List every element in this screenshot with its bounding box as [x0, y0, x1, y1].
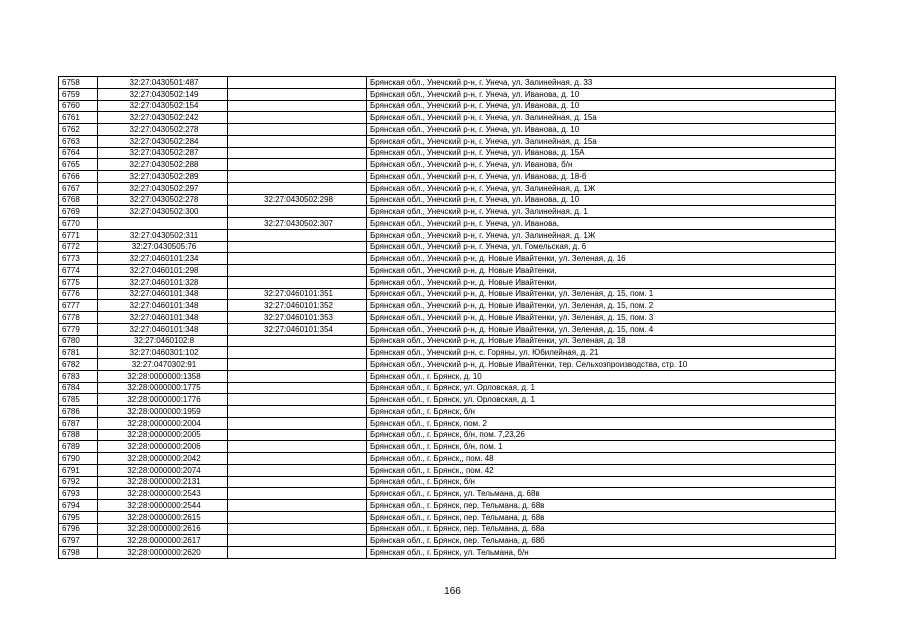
- address-cell: Брянская обл., Унечский р-н, г. Унеча, ул. Залинейная, д. 15а: [367, 112, 836, 124]
- row-number-cell: 6784: [59, 382, 98, 394]
- address-cell: Брянская обл., Унечский р-н, д. Новые Ивайтенки,: [367, 265, 836, 277]
- address-cell: Брянская обл., Унечский р-н, г. Унеча, ул. Иванова, д. 10: [367, 100, 836, 112]
- table-row: [59, 182, 836, 194]
- table-row: [59, 300, 836, 312]
- cadastral-number-cell: 32:27:0430502:278: [98, 124, 228, 136]
- cadastral-number-cell: 32:27:0430501:487: [98, 77, 228, 89]
- table-row: [59, 206, 836, 218]
- linked-cadastral-number-cell: [228, 112, 367, 124]
- table-row: [59, 370, 836, 382]
- table-row: [59, 276, 836, 288]
- address-cell: Брянская обл., г. Брянск, б/н, пом. 7,23,26: [367, 429, 836, 441]
- address-cell: Брянская обл., Унечский р-н, г. Унеча, ул. Залинейная, д. 15а: [367, 135, 836, 147]
- table-row: [59, 464, 836, 476]
- linked-cadastral-number-cell: [228, 429, 367, 441]
- table-row: [59, 453, 836, 465]
- table-row: [59, 547, 836, 559]
- table-row: [59, 124, 836, 136]
- cadastral-number-cell: 32:27:0460101:328: [98, 276, 228, 288]
- row-number-cell: 6782: [59, 359, 98, 371]
- cadastral-number-cell: 32:27:0460101:348: [98, 323, 228, 335]
- row-number-cell: 6758: [59, 77, 98, 89]
- table-row: [59, 417, 836, 429]
- cadastral-number-cell: 32:28:0000000:2616: [98, 523, 228, 535]
- address-cell: Брянская обл., Унечский р-н, г. Унеча, ул. Иванова, д. 15А: [367, 147, 836, 159]
- row-number-cell: 6798: [59, 547, 98, 559]
- row-number-cell: 6768: [59, 194, 98, 206]
- linked-cadastral-number-cell: [228, 441, 367, 453]
- linked-cadastral-number-cell: [228, 171, 367, 183]
- cadastral-number-cell: 32:27:0460101:348: [98, 300, 228, 312]
- cadastral-number-cell: 32:27:0460301:102: [98, 347, 228, 359]
- linked-cadastral-number-cell: [228, 394, 367, 406]
- address-cell: Брянская обл., Унечский р-н, г. Унеча, ул. Иванова, д. 10: [367, 194, 836, 206]
- address-cell: Брянская обл., г. Брянск, б/н: [367, 406, 836, 418]
- row-number-cell: 6767: [59, 182, 98, 194]
- cadastral-number-cell: 32:28:0000000:1775: [98, 382, 228, 394]
- table-row: [59, 394, 836, 406]
- address-cell: Брянская обл., г. Брянск, пер. Тельмана, д. 68а: [367, 523, 836, 535]
- table-row: [59, 382, 836, 394]
- address-cell: Брянская обл., Унечский р-н, г. Унеча, ул. Залинейная, д. 1Ж: [367, 229, 836, 241]
- cadastral-number-cell: 32:27:0430502:278: [98, 194, 228, 206]
- table-row: [59, 194, 836, 206]
- linked-cadastral-number-cell: [228, 370, 367, 382]
- address-cell: Брянская обл., Унечский р-н, д. Новые Ивайтенки, ул. Зеленая, д. 15, пом. 2: [367, 300, 836, 312]
- address-cell: Брянская обл., Унечский р-н, г. Унеча, ул. Иванова,: [367, 218, 836, 230]
- address-cell: Брянская обл., Унечский р-н, д. Новые Ивайтенки, ул. Зеленая, д. 15, пом. 3: [367, 312, 836, 324]
- row-number-cell: 6780: [59, 335, 98, 347]
- row-number-cell: 6760: [59, 100, 98, 112]
- address-cell: Брянская обл., Унечский р-н, д. Новые Ивайтенки, ул. Зеленая, д. 15, пом. 1: [367, 288, 836, 300]
- table-row: [59, 500, 836, 512]
- address-cell: Брянская обл., Унечский р-н, г. Унеча, ул. Гомельская, д. 6: [367, 241, 836, 253]
- table-row: [59, 112, 836, 124]
- row-number-cell: 6761: [59, 112, 98, 124]
- cadastral-number-cell: 32:27:0430502:288: [98, 159, 228, 171]
- row-number-cell: 6793: [59, 488, 98, 500]
- linked-cadastral-number-cell: 32:27:0460101:351: [228, 288, 367, 300]
- linked-cadastral-number-cell: [228, 488, 367, 500]
- row-number-cell: 6759: [59, 88, 98, 100]
- row-number-cell: 6778: [59, 312, 98, 324]
- address-cell: Брянская обл., г. Брянск, ул. Тельмана, б/н: [367, 547, 836, 559]
- table-row: [59, 229, 836, 241]
- address-cell: Брянская обл., г. Брянск,, пом. 48: [367, 453, 836, 465]
- row-number-cell: 6771: [59, 229, 98, 241]
- row-number-cell: 6795: [59, 511, 98, 523]
- cadastral-number-cell: 32:28:0000000:2620: [98, 547, 228, 559]
- address-cell: Брянская обл., Унечский р-н, г. Унеча, ул. Иванова, д. 18-б: [367, 171, 836, 183]
- table-row: [59, 312, 836, 324]
- page-number: 166: [444, 586, 461, 597]
- linked-cadastral-number-cell: [228, 159, 367, 171]
- row-number-cell: 6786: [59, 406, 98, 418]
- linked-cadastral-number-cell: [228, 500, 367, 512]
- linked-cadastral-number-cell: [228, 88, 367, 100]
- linked-cadastral-number-cell: [228, 253, 367, 265]
- linked-cadastral-number-cell: [228, 124, 367, 136]
- address-cell: Брянская обл., Унечский р-н, д. Новые Ивайтенки, ул. Зеленая, д. 18: [367, 335, 836, 347]
- linked-cadastral-number-cell: [228, 511, 367, 523]
- linked-cadastral-number-cell: 32:27:0460101:352: [228, 300, 367, 312]
- table-row: [59, 88, 836, 100]
- table-row: [59, 347, 836, 359]
- row-number-cell: 6770: [59, 218, 98, 230]
- cadastral-number-cell: 32:27:0430502:242: [98, 112, 228, 124]
- cadastral-number-cell: 32:27:0470302:91: [98, 359, 228, 371]
- address-cell: Брянская обл., г. Брянск, пер. Тельмана, д. 68в: [367, 511, 836, 523]
- row-number-cell: 6775: [59, 276, 98, 288]
- cadastral-number-cell: 32:28:0000000:2006: [98, 441, 228, 453]
- address-cell: Брянская обл., Унечский р-н, с. Горяны, ул. Юбилейная, д. 21: [367, 347, 836, 359]
- linked-cadastral-number-cell: [228, 77, 367, 89]
- row-number-cell: 6769: [59, 206, 98, 218]
- cadastral-number-cell: 32:27:0430505:76: [98, 241, 228, 253]
- linked-cadastral-number-cell: [228, 206, 367, 218]
- address-cell: Брянская обл., г. Брянск, ул. Тельмана, д. 68в: [367, 488, 836, 500]
- linked-cadastral-number-cell: [228, 523, 367, 535]
- table-row: [59, 265, 836, 277]
- cadastral-number-cell: 32:27:0460102:8: [98, 335, 228, 347]
- row-number-cell: 6766: [59, 171, 98, 183]
- cadastral-number-cell: 32:28:0000000:2042: [98, 453, 228, 465]
- table-row: [59, 535, 836, 547]
- table-row: [59, 359, 836, 371]
- linked-cadastral-number-cell: [228, 464, 367, 476]
- address-cell: Брянская обл., Унечский р-н, г. Унеча, ул. Залинейная, д. 1Ж: [367, 182, 836, 194]
- linked-cadastral-number-cell: 32:27:0430502:298: [228, 194, 367, 206]
- table-row: [59, 429, 836, 441]
- address-cell: Брянская обл., Унечский р-н, д. Новые Ивайтенки, тер. Сельхозпроизводства, стр. 10: [367, 359, 836, 371]
- table-row: [59, 100, 836, 112]
- table-row: [59, 476, 836, 488]
- cadastral-number-cell: 32:27:0430502:287: [98, 147, 228, 159]
- linked-cadastral-number-cell: [228, 147, 367, 159]
- row-number-cell: 6772: [59, 241, 98, 253]
- table-row: [59, 511, 836, 523]
- row-number-cell: 6787: [59, 417, 98, 429]
- row-number-cell: 6776: [59, 288, 98, 300]
- table-row: [59, 488, 836, 500]
- linked-cadastral-number-cell: [228, 241, 367, 253]
- linked-cadastral-number-cell: [228, 535, 367, 547]
- address-cell: Брянская обл., г. Брянск,, пом. 42: [367, 464, 836, 476]
- linked-cadastral-number-cell: [228, 347, 367, 359]
- table-row: [59, 406, 836, 418]
- cadastral-number-cell: 32:27:0430502:284: [98, 135, 228, 147]
- table-row: [59, 441, 836, 453]
- cadastral-number-cell: 32:28:0000000:1959: [98, 406, 228, 418]
- linked-cadastral-number-cell: [228, 382, 367, 394]
- table-body: [59, 77, 836, 559]
- address-cell: Брянская обл., г. Брянск, пер. Тельмана, д. 68в: [367, 500, 836, 512]
- table-row: [59, 159, 836, 171]
- cadastral-number-cell: 32:28:0000000:2544: [98, 500, 228, 512]
- linked-cadastral-number-cell: [228, 276, 367, 288]
- linked-cadastral-number-cell: [228, 135, 367, 147]
- cadastral-number-cell: 32:28:0000000:2615: [98, 511, 228, 523]
- row-number-cell: 6762: [59, 124, 98, 136]
- row-number-cell: 6794: [59, 500, 98, 512]
- linked-cadastral-number-cell: 32:27:0460101:353: [228, 312, 367, 324]
- address-cell: Брянская обл., Унечский р-н, д. Новые Ивайтенки, ул. Зеленая, д. 15, пом. 4: [367, 323, 836, 335]
- cadastral-number-cell: 32:27:0460101:348: [98, 288, 228, 300]
- address-cell: Брянская обл., Унечский р-н, г. Унеча, ул. Иванова, б/н: [367, 159, 836, 171]
- linked-cadastral-number-cell: 32:27:0430502:307: [228, 218, 367, 230]
- linked-cadastral-number-cell: [228, 100, 367, 112]
- cadastral-number-cell: [98, 218, 228, 230]
- row-number-cell: 6797: [59, 535, 98, 547]
- cadastral-number-cell: 32:28:0000000:2074: [98, 464, 228, 476]
- cadastral-number-cell: 32:27:0460101:298: [98, 265, 228, 277]
- linked-cadastral-number-cell: [228, 182, 367, 194]
- cadastral-number-cell: 32:27:0430502:311: [98, 229, 228, 241]
- linked-cadastral-number-cell: [228, 229, 367, 241]
- table-row: [59, 323, 836, 335]
- linked-cadastral-number-cell: [228, 547, 367, 559]
- row-number-cell: 6765: [59, 159, 98, 171]
- row-number-cell: 6777: [59, 300, 98, 312]
- cadastral-number-cell: 32:28:0000000:1358: [98, 370, 228, 382]
- linked-cadastral-number-cell: [228, 476, 367, 488]
- linked-cadastral-number-cell: [228, 265, 367, 277]
- address-cell: Брянская обл., г. Брянск, ул. Орловская, д. 1: [367, 394, 836, 406]
- cadastral-number-cell: 32:27:0430502:289: [98, 171, 228, 183]
- cadastral-number-cell: 32:28:0000000:2131: [98, 476, 228, 488]
- row-number-cell: 6789: [59, 441, 98, 453]
- address-cell: Брянская обл., Унечский р-н, г. Унеча, ул. Залинейная, д. 33: [367, 77, 836, 89]
- cadastral-number-cell: 32:28:0000000:2543: [98, 488, 228, 500]
- address-cell: Брянская обл., г. Брянск, б/н, пом. 1: [367, 441, 836, 453]
- row-number-cell: 6781: [59, 347, 98, 359]
- address-cell: Брянская обл., Унечский р-н, г. Унеча, ул. Иванова, д. 10: [367, 88, 836, 100]
- cadastral-number-cell: 32:28:0000000:1776: [98, 394, 228, 406]
- row-number-cell: 6774: [59, 265, 98, 277]
- table-row: [59, 147, 836, 159]
- linked-cadastral-number-cell: [228, 406, 367, 418]
- address-cell: Брянская обл., г. Брянск, б/н: [367, 476, 836, 488]
- table-row: [59, 253, 836, 265]
- address-cell: Брянская обл., Унечский р-н, г. Унеча, ул. Иванова, д. 10: [367, 124, 836, 136]
- row-number-cell: 6773: [59, 253, 98, 265]
- table-row: [59, 135, 836, 147]
- table-row: [59, 335, 836, 347]
- row-number-cell: 6779: [59, 323, 98, 335]
- cadastral-number-cell: 32:27:0460101:234: [98, 253, 228, 265]
- address-cell: Брянская обл., г. Брянск, пер. Тельмана, д. 68б: [367, 535, 836, 547]
- table-row: [59, 241, 836, 253]
- cadastral-number-cell: 32:27:0430502:154: [98, 100, 228, 112]
- row-number-cell: 6791: [59, 464, 98, 476]
- table-row: [59, 288, 836, 300]
- address-cell: Брянская обл., г. Брянск, д. 10: [367, 370, 836, 382]
- cadastral-number-cell: 32:27:0430502:149: [98, 88, 228, 100]
- row-number-cell: 6785: [59, 394, 98, 406]
- row-number-cell: 6792: [59, 476, 98, 488]
- address-cell: Брянская обл., г. Брянск, пом. 2: [367, 417, 836, 429]
- row-number-cell: 6764: [59, 147, 98, 159]
- address-cell: Брянская обл., Унечский р-н, д. Новые Ивайтенки,: [367, 276, 836, 288]
- linked-cadastral-number-cell: [228, 453, 367, 465]
- address-cell: Брянская обл., Унечский р-н, г. Унеча, ул. Залинейная, д. 1: [367, 206, 836, 218]
- row-number-cell: 6788: [59, 429, 98, 441]
- cadastral-number-cell: 32:27:0430502:297: [98, 182, 228, 194]
- cadastral-number-cell: 32:28:0000000:2004: [98, 417, 228, 429]
- row-number-cell: 6796: [59, 523, 98, 535]
- address-cell: Брянская обл., г. Брянск, ул. Орловская, д. 1: [367, 382, 836, 394]
- table-row: [59, 218, 836, 230]
- row-number-cell: 6790: [59, 453, 98, 465]
- cadastral-number-cell: 32:27:0460101:348: [98, 312, 228, 324]
- cadastral-number-cell: 32:28:0000000:2617: [98, 535, 228, 547]
- table-row: [59, 171, 836, 183]
- linked-cadastral-number-cell: [228, 335, 367, 347]
- table-row: [59, 523, 836, 535]
- address-cell: Брянская обл., Унечский р-н, д. Новые Ивайтенки, ул. Зеленая, д. 16: [367, 253, 836, 265]
- row-number-cell: 6763: [59, 135, 98, 147]
- row-number-cell: 6783: [59, 370, 98, 382]
- table-row: [59, 77, 836, 89]
- cadastral-table: [58, 76, 836, 559]
- linked-cadastral-number-cell: [228, 417, 367, 429]
- cadastral-number-cell: 32:27:0430502:300: [98, 206, 228, 218]
- cadastral-number-cell: 32:28:0000000:2005: [98, 429, 228, 441]
- linked-cadastral-number-cell: 32:27:0460101:354: [228, 323, 367, 335]
- linked-cadastral-number-cell: [228, 359, 367, 371]
